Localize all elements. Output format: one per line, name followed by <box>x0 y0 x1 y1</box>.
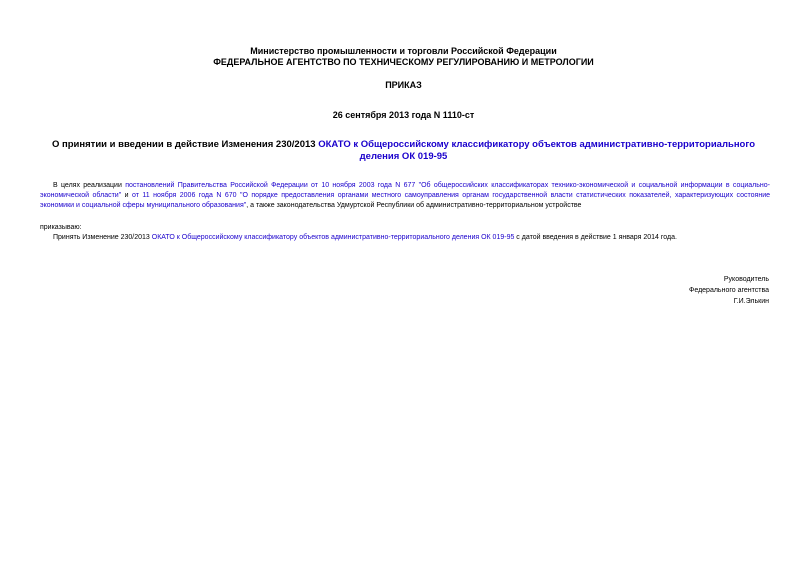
order-suffix: с датой введения в действие 1 января 2014 года. <box>514 234 677 241</box>
preamble-prefix: В целях реализации <box>53 182 126 189</box>
preamble-paragraph <box>40 181 770 211</box>
resolution-670-link[interactable]: от 11 ноября 2006 года N 670 "О порядке предоставления органами местного самоуправления органам государственной власти статистических показателей, характеризующих состояние экономики и социальной сферы муниципального образования" <box>40 192 770 209</box>
order-paragraph <box>53 233 677 243</box>
resolution-677-link[interactable]: постановлений Правительства Российской Федерации от 10 ноября 2003 года N 677 "Об общероссийских классификаторах технико-экономической и социальной информации в социально-экономической области" <box>40 182 770 199</box>
document-title <box>40 139 767 163</box>
title-okato-link[interactable]: ОКАТО к Общероссийскому классификатору объектов административно-территориального деления ОК 019-95 <box>318 139 755 162</box>
doc-type-heading: ПРИКАЗ <box>385 80 422 90</box>
signature-name: Г.И.Элькин <box>733 298 769 305</box>
title-prefix: О принятии и введении в действие Изменения 230/2013 <box>51 139 319 150</box>
order-prefix: Принять Изменение 230/2013 <box>53 234 152 241</box>
preamble-middle: и <box>121 192 133 199</box>
preamble-suffix: , а также законодательства Удмуртской Республики об административно-территориальном устройстве <box>246 202 582 209</box>
order-okato-link[interactable]: ОКАТО к Общероссийскому классификатору объектов административно-территориального деления ОК 019-95 <box>151 234 515 241</box>
order-word: приказываю: <box>40 224 82 231</box>
signature-role: Руководитель <box>723 276 769 283</box>
ministry-heading: Министерство промышленности и торговли Российской Федерации <box>250 46 557 56</box>
agency-heading: ФЕДЕРАЛЬНОЕ АГЕНТСТВО ПО ТЕХНИЧЕСКОМУ РЕГУЛИРОВАНИЮ И МЕТРОЛОГИИ <box>213 57 594 67</box>
date-number-heading: 26 сентября 2013 года N 1110-ст <box>332 110 475 120</box>
signature-org: Федерального агентства <box>689 287 769 294</box>
